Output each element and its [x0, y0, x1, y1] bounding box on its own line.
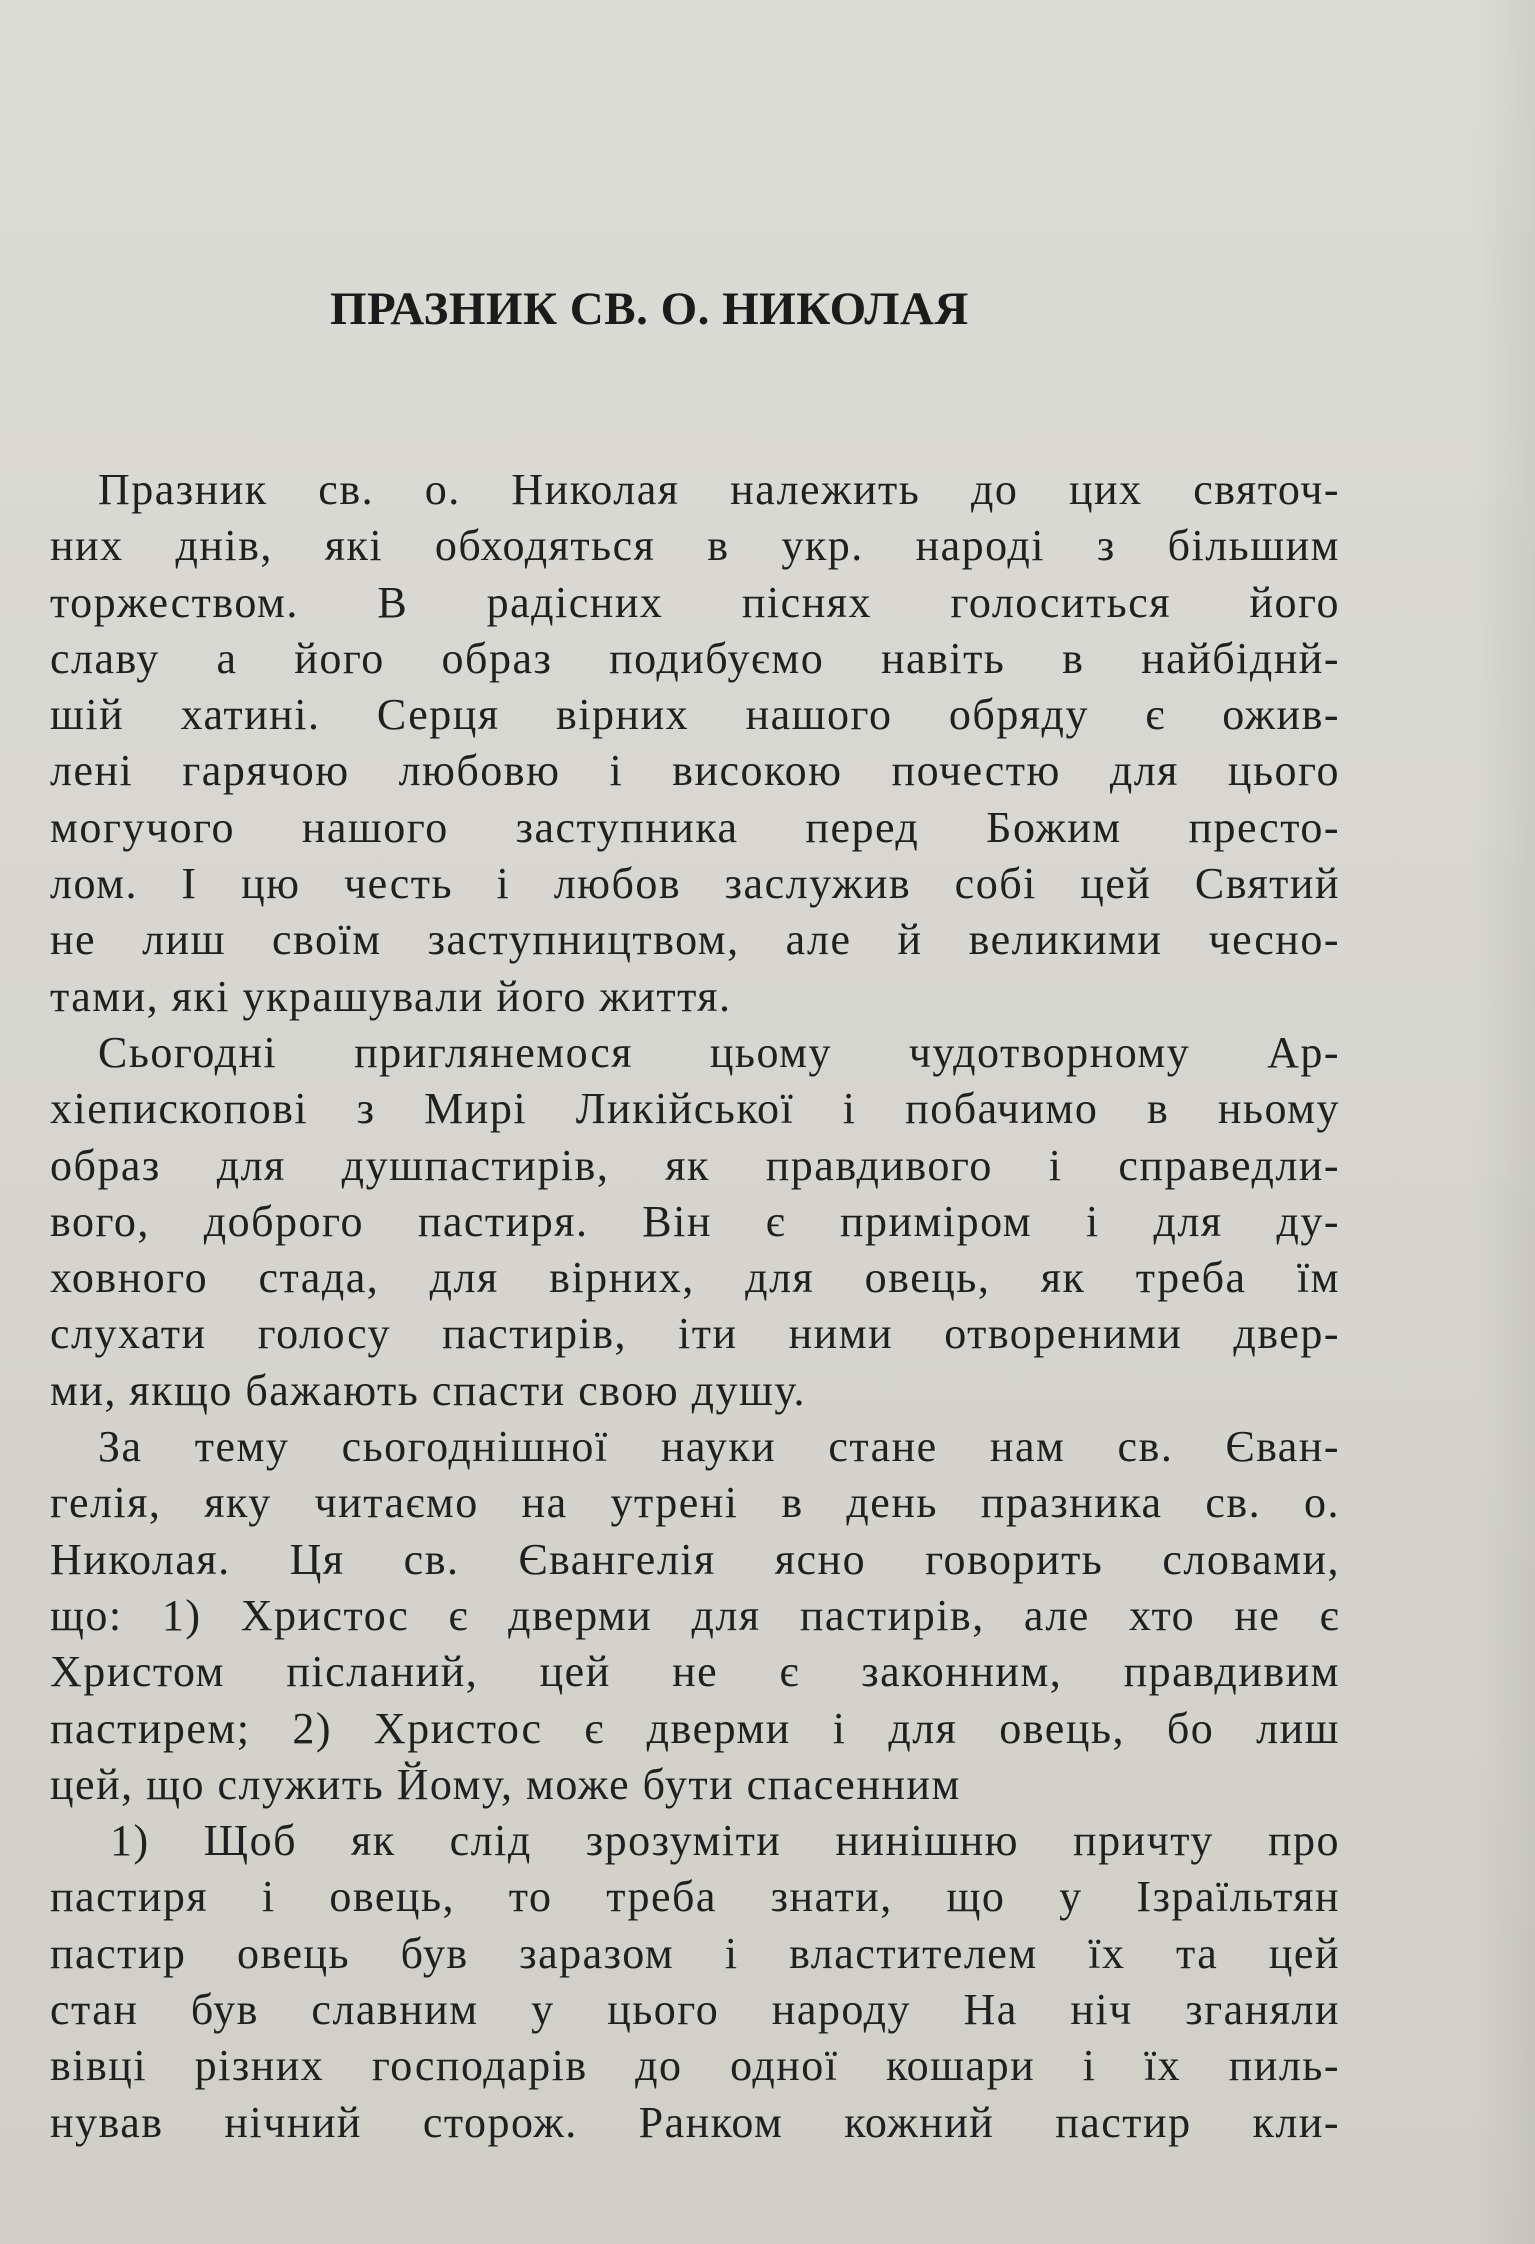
text-line: Сьогодні приглянемося цьому чудотворному Ар-: [98, 1027, 1340, 1077]
text-line: пастирем; 2) Христос є дверми і для овець, бо лиш: [50, 1703, 1340, 1753]
text-line: лом. І цю честь і любов заслужив собі цей Святий: [50, 859, 1340, 909]
text-line: стан був славним у цього народу На ніч зганяли: [50, 1985, 1340, 2035]
text-line: ховного стада, для вірних, для овець, як треба їм: [50, 1253, 1340, 1303]
text-line: що: 1) Христос є дверми для пастирів, але хто не є: [50, 1590, 1340, 1640]
text-line: Празник св. о. Николая належить до цих святоч-: [98, 465, 1340, 514]
body-text: [50, 462, 1340, 2151]
text-line: хіепископові з Мирі Ликійської і побачимо в ньому: [50, 1084, 1340, 1134]
text-line: 1) Щоб як слід зрозуміти нинішню причту про: [110, 1816, 1340, 1866]
text-line: вівці різних господарів до одної кошари і їх пиль-: [50, 2041, 1340, 2091]
text-line: слухати голосу пастирів, іти ними отвореними двер-: [50, 1309, 1340, 1359]
text-line: них днів, які обходяться в укр. народі з більшим: [50, 521, 1340, 571]
text-line: цей, що служить Йому, може бути спасенним: [50, 1759, 961, 1809]
text-line: пастиря і овець, то треба знати, що у Ізраїльтян: [50, 1872, 1340, 1922]
text-line: пастир овець був заразом і властителем їх та цей: [50, 1928, 1340, 1978]
text-line: не лиш своїм заступництвом, але й великими чесно-: [50, 915, 1340, 965]
text-line: За тему сьогоднішної науки стане нам св. Єван-: [98, 1422, 1340, 1472]
text-line: вого, доброго пастиря. Він є приміром і для ду-: [50, 1196, 1340, 1246]
text-line: ми, якщо бажають спасти свою душу.: [50, 1365, 806, 1415]
text-line: торжеством. В радісних піснях голоситься його: [50, 577, 1340, 627]
page-edge-shadow: [1475, 0, 1535, 2244]
text-line: могучого нашого заступника перед Божим престо-: [50, 802, 1340, 852]
text-line: образ для душпастирів, як правдивого і справедли-: [50, 1140, 1340, 1190]
text-line: шій хатині. Серця вірних нашого обряду є ожив-: [50, 690, 1340, 740]
text-line: Христом післаний, цей не є законним, правдивим: [50, 1647, 1340, 1697]
text-line: Николая. Ця св. Євангелія ясно говорить словами,: [50, 1534, 1340, 1584]
chapter-title: ПРАЗНИК СВ. О. НИКОЛАЯ: [330, 283, 969, 335]
text-line: славу а його образ подибуємо навіть в найбіднй-: [50, 633, 1340, 683]
text-line: гелія, яку читаємо на утрені в день празника св. о.: [50, 1478, 1340, 1528]
text-line: тами, які украшували його життя.: [50, 971, 732, 1021]
text-line: нував нічний сторож. Ранком кожний пастир кли-: [50, 2097, 1340, 2147]
text-line: лені гарячою любовю і високою почестю для цього: [50, 746, 1340, 796]
